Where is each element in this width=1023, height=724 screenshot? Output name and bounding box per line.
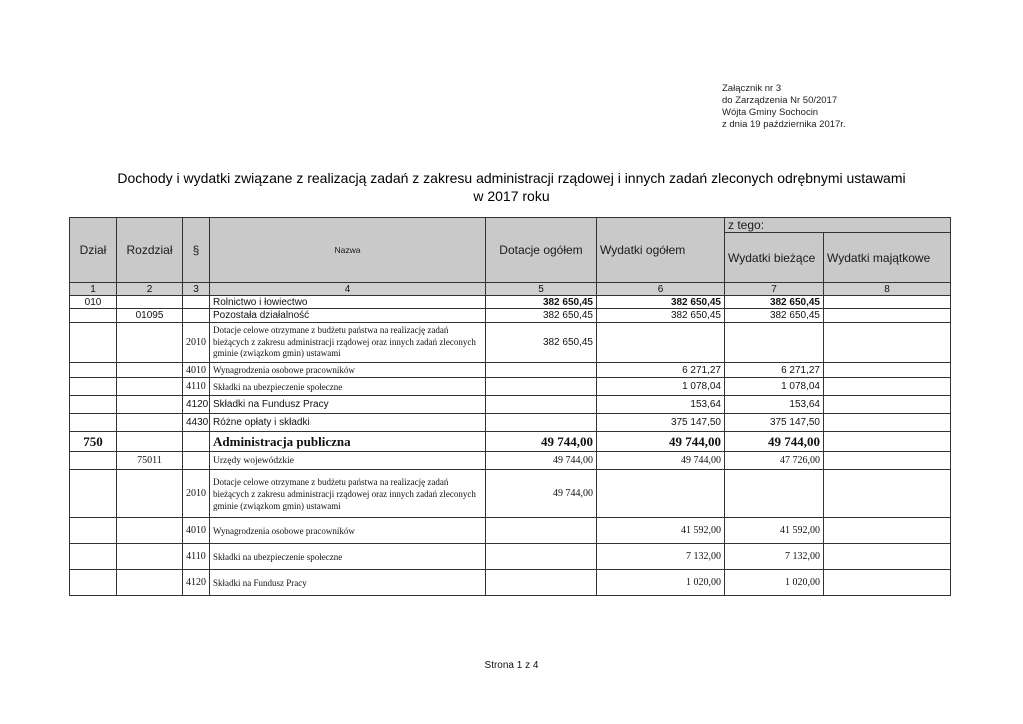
cell-nazwa: Składki na ubezpieczenie społeczne	[210, 544, 486, 570]
cell-paragraf: 2010	[183, 323, 210, 363]
cell-paragraf: 4110	[183, 378, 210, 396]
cell-paragraf	[183, 432, 210, 452]
cell-biezace: 382 650,45	[725, 309, 824, 323]
cell-paragraf: 4120	[183, 570, 210, 596]
cell-nazwa: Pozostała działalność	[210, 309, 486, 323]
col-number: 3	[183, 283, 210, 296]
document-title-year: w 2017 roku	[473, 188, 550, 204]
cell-dotacje	[486, 396, 597, 414]
cell-biezace: 47 726,00	[725, 452, 824, 470]
table-row	[70, 544, 951, 570]
cell-nazwa: Wynagrodzenia osobowe pracowników	[210, 363, 486, 378]
table-row	[70, 378, 951, 396]
cell-paragraf: 4120	[183, 396, 210, 414]
cell-dzial	[70, 544, 117, 570]
table-row	[70, 414, 951, 432]
cell-dotacje	[486, 414, 597, 432]
table-row	[70, 396, 951, 414]
cell-majatkowe	[824, 396, 951, 414]
cell-majatkowe	[824, 296, 951, 309]
cell-dzial	[70, 396, 117, 414]
header-nazwa: Nazwa	[210, 218, 486, 283]
cell-biezace: 1 020,00	[725, 570, 824, 596]
header-wydatki: Wydatki ogółem	[597, 218, 725, 283]
document-title: Dochody i wydatki związane z realizacją zadań z zakresu administracji rządowej i innych zadań zleconych odrębnymi ustawami	[117, 170, 906, 186]
cell-dotacje: 49 744,00	[486, 452, 597, 470]
cell-nazwa: Rolnictwo i łowiectwo	[210, 296, 486, 309]
cell-nazwa: Różne opłaty i składki	[210, 414, 486, 432]
table-header-row	[70, 218, 951, 233]
cell-wydatki	[597, 470, 725, 518]
annex-line-2: do Zarządzenia Nr 50/2017	[722, 95, 838, 106]
cell-rozdzial	[117, 518, 183, 544]
header-dzial: Dział	[70, 218, 117, 283]
table-row	[70, 570, 951, 596]
cell-dotacje	[486, 570, 597, 596]
annex-line-1: Załącznik nr 3	[722, 83, 782, 94]
cell-wydatki: 375 147,50	[597, 414, 725, 432]
cell-dzial	[70, 323, 117, 363]
table-row	[70, 518, 951, 544]
cell-majatkowe	[824, 518, 951, 544]
cell-paragraf: 4010	[183, 363, 210, 378]
cell-wydatki: 49 744,00	[597, 432, 725, 452]
col-number: 1	[70, 283, 117, 296]
cell-dotacje: 49 744,00	[486, 432, 597, 452]
cell-wydatki: 153,64	[597, 396, 725, 414]
cell-paragraf: 2010	[183, 470, 210, 518]
cell-biezace: 1 078,04	[725, 378, 824, 396]
cell-wydatki: 382 650,45	[597, 309, 725, 323]
cell-majatkowe	[824, 432, 951, 452]
cell-majatkowe	[824, 363, 951, 378]
header-z-tego: z tego:	[725, 218, 951, 233]
page-number: Strona 1 z 4	[484, 660, 539, 671]
cell-wydatki: 49 744,00	[597, 452, 725, 470]
cell-rozdzial	[117, 414, 183, 432]
annex-line-3: Wójta Gminy Sochocin	[722, 107, 819, 118]
cell-rozdzial	[117, 470, 183, 518]
cell-dzial	[70, 518, 117, 544]
cell-dzial	[70, 414, 117, 432]
cell-wydatki: 6 271,27	[597, 363, 725, 378]
cell-paragraf: 4010	[183, 518, 210, 544]
cell-dotacje	[486, 544, 597, 570]
cell-majatkowe	[824, 309, 951, 323]
cell-dzial	[70, 309, 117, 323]
cell-nazwa: Wynagrodzenia osobowe pracowników	[210, 518, 486, 544]
cell-dzial	[70, 363, 117, 378]
cell-dzial	[70, 378, 117, 396]
cell-dotacje: 49 744,00	[486, 470, 597, 518]
col-number: 7	[725, 283, 824, 296]
cell-paragraf	[183, 296, 210, 309]
cell-wydatki: 41 592,00	[597, 518, 725, 544]
cell-dotacje: 382 650,45	[486, 296, 597, 309]
cell-dzial	[70, 452, 117, 470]
cell-dotacje	[486, 363, 597, 378]
header-wydatki-biezace: Wydatki bieżące	[725, 233, 824, 283]
header-wydatki-majatkowe: Wydatki majątkowe	[824, 233, 951, 283]
cell-nazwa: Administracja publiczna	[210, 432, 486, 452]
cell-biezace	[725, 323, 824, 363]
cell-paragraf	[183, 309, 210, 323]
cell-majatkowe	[824, 470, 951, 518]
header-paragraf: §	[183, 218, 210, 283]
cell-paragraf: 4110	[183, 544, 210, 570]
table-row	[70, 296, 951, 309]
table-row	[70, 363, 951, 378]
cell-nazwa: Składki na ubezpieczenie społeczne	[210, 378, 486, 396]
annex-block	[722, 83, 846, 131]
cell-paragraf: 4430	[183, 414, 210, 432]
cell-wydatki: 1 078,04	[597, 378, 725, 396]
cell-nazwa: Składki na Fundusz Pracy	[210, 396, 486, 414]
cell-rozdzial	[117, 363, 183, 378]
cell-rozdzial	[117, 432, 183, 452]
cell-majatkowe	[824, 570, 951, 596]
col-number: 6	[597, 283, 725, 296]
cell-dotacje: 382 650,45	[486, 309, 597, 323]
header-dotacje: Dotacje ogółem	[486, 218, 597, 283]
cell-nazwa: Dotacje celowe otrzymane z budżetu państwa na realizację zadań bieżących z zakresu administracji rządowej oraz innych zadań zleconych gminie (związkom gmin) ustawami	[210, 323, 486, 363]
cell-dzial	[70, 570, 117, 596]
cell-dzial: 750	[70, 432, 117, 452]
cell-rozdzial	[117, 378, 183, 396]
cell-dzial: 010	[70, 296, 117, 309]
cell-biezace: 7 132,00	[725, 544, 824, 570]
cell-rozdzial	[117, 396, 183, 414]
cell-majatkowe	[824, 452, 951, 470]
cell-majatkowe	[824, 414, 951, 432]
cell-rozdzial	[117, 570, 183, 596]
cell-biezace: 382 650,45	[725, 296, 824, 309]
cell-biezace: 41 592,00	[725, 518, 824, 544]
cell-dzial	[70, 470, 117, 518]
cell-rozdzial	[117, 323, 183, 363]
cell-nazwa: Dotacje celowe otrzymane z budżetu państwa na realizację zadań bieżących z zakresu administracji rządowej oraz innych zadań zleconych gminie (związkom gmin) ustawami	[210, 470, 486, 518]
cell-biezace: 375 147,50	[725, 414, 824, 432]
col-number: 8	[824, 283, 951, 296]
cell-wydatki: 1 020,00	[597, 570, 725, 596]
cell-rozdzial: 75011	[117, 452, 183, 470]
cell-wydatki: 7 132,00	[597, 544, 725, 570]
col-number: 2	[117, 283, 183, 296]
cell-biezace: 49 744,00	[725, 432, 824, 452]
cell-nazwa: Urzędy wojewódzkie	[210, 452, 486, 470]
col-number: 4	[210, 283, 486, 296]
table-row	[70, 452, 951, 470]
cell-biezace: 6 271,27	[725, 363, 824, 378]
cell-dotacje	[486, 378, 597, 396]
cell-biezace: 153,64	[725, 396, 824, 414]
table-row	[70, 323, 951, 363]
cell-dotacje: 382 650,45	[486, 323, 597, 363]
cell-nazwa: Składki na Fundusz Pracy	[210, 570, 486, 596]
header-rozdzial: Rozdział	[117, 218, 183, 283]
cell-rozdzial	[117, 544, 183, 570]
cell-majatkowe	[824, 323, 951, 363]
col-number: 5	[486, 283, 597, 296]
cell-biezace	[725, 470, 824, 518]
cell-wydatki	[597, 323, 725, 363]
cell-rozdzial	[117, 296, 183, 309]
cell-rozdzial: 01095	[117, 309, 183, 323]
cell-majatkowe	[824, 378, 951, 396]
table-row	[70, 470, 951, 518]
cell-dotacje	[486, 518, 597, 544]
cell-paragraf	[183, 452, 210, 470]
table-row	[70, 309, 951, 323]
budget-table	[69, 217, 951, 596]
annex-line-4: z dnia 19 października 2017r.	[722, 119, 846, 130]
table-row	[70, 432, 951, 452]
column-number-row	[70, 283, 951, 296]
cell-majatkowe	[824, 544, 951, 570]
cell-wydatki: 382 650,45	[597, 296, 725, 309]
